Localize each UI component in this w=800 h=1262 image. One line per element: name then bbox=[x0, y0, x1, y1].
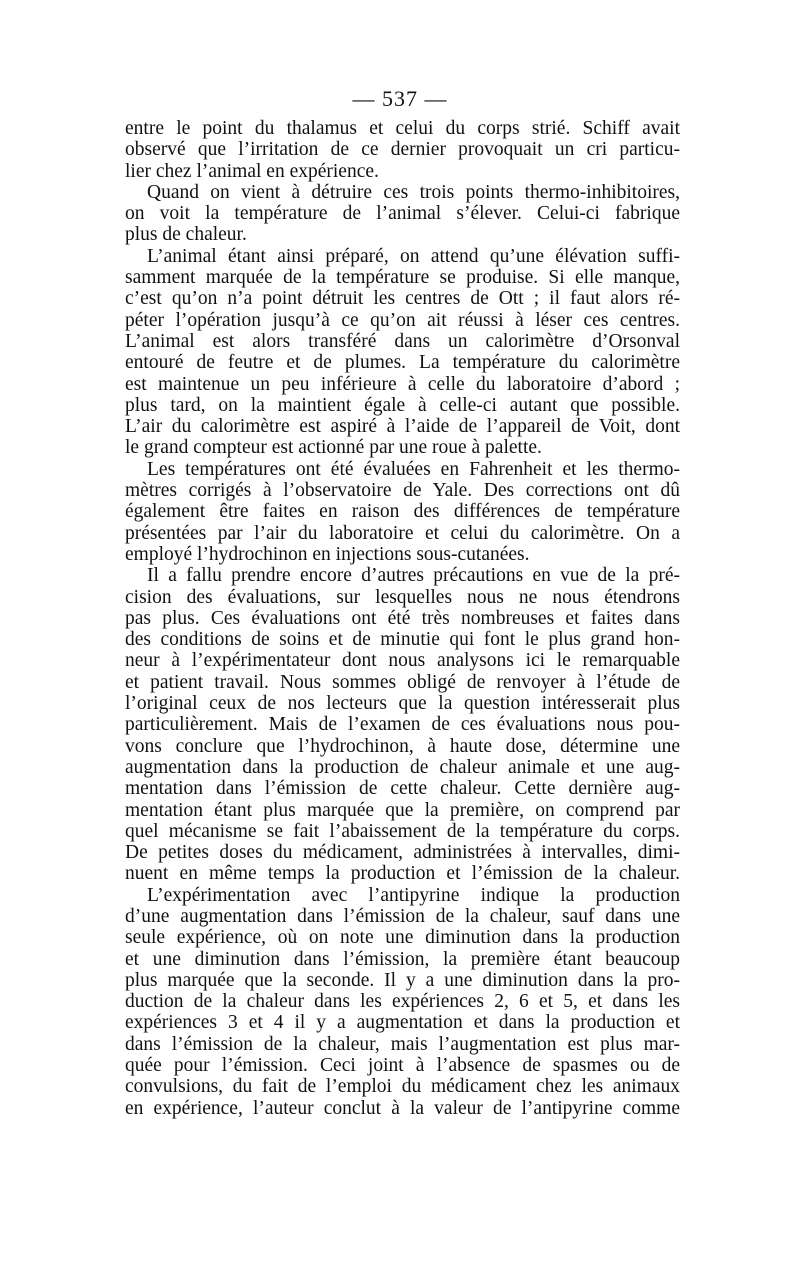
text-line: Les températures ont été évaluées en Fahrenheit et les thermo- bbox=[147, 458, 680, 480]
text-line: entre le point du thalamus et celui du corps strié. Schiff avait bbox=[125, 118, 680, 139]
text-line: d’une augmentation dans l’émission de la chaleur, sauf dans une bbox=[125, 905, 680, 927]
text-line: dans l’émission de la chaleur, mais l’augmentation est plus mar- bbox=[125, 1033, 680, 1055]
text-line: et une diminution dans l’émission, la première étant beaucoup bbox=[125, 948, 680, 970]
text-line: L’animal étant ainsi préparé, on attend qu’une élévation suffi- bbox=[147, 245, 680, 267]
text-line: Il a fallu prendre encore d’autres précautions en vue de la pré- bbox=[147, 565, 680, 587]
text-line: convulsions, du fait de l’emploi du médicament chez les animaux bbox=[125, 1076, 680, 1098]
text-line: mètres corrigés à l’observatoire de Yale. Des corrections ont dû bbox=[125, 480, 680, 502]
text-line: duction de la chaleur dans les expériences 2, 6 et 5, et dans les bbox=[125, 991, 680, 1013]
text-line: samment marquée de la température se produise. Si elle manque, bbox=[125, 267, 680, 289]
page-number: — 537 — bbox=[352, 86, 448, 111]
text-line: plus marquée que la seconde. Il y a une diminution dans la pro- bbox=[125, 969, 680, 991]
text-line: L’air du calorimètre est aspiré à l’aide de l’appareil de Voit, dont bbox=[125, 416, 680, 438]
text-line: également être faites en raison des différences de température bbox=[125, 501, 680, 523]
text-line: quel mécanisme se fait l’abaissement de la température du corps. bbox=[125, 820, 680, 842]
text-line: lier chez l’animal en expérience. bbox=[125, 160, 379, 182]
text-line: De petites doses du médicament, administrées à intervalles, dimi- bbox=[125, 842, 680, 864]
text-line: cision des évaluations, sur lesquelles nous ne nous étendrons bbox=[125, 586, 680, 608]
text-line: le grand compteur est actionné par une roue à palette. bbox=[125, 437, 542, 459]
text-line: expériences 3 et 4 il y a augmentation et dans la production et bbox=[125, 1012, 680, 1034]
text-line: L’animal est alors transféré dans un calorimètre d’Orsonval bbox=[125, 330, 680, 352]
text-line: est maintenue un peu inférieure à celle du laboratoire d’abord ; bbox=[125, 373, 680, 395]
text-line: mentation étant plus marquée que la première, on comprend par bbox=[125, 799, 680, 821]
text-line: on voit la température de l’animal s’élever. Celui-ci fabrique bbox=[125, 203, 680, 225]
text-line: et patient travail. Nous sommes obligé de renvoyer à l’étude de bbox=[125, 671, 680, 693]
text-line: particulièrement. Mais de l’examen de ces évaluations nous pou- bbox=[125, 714, 680, 736]
text-line: des conditions de soins et de minutie qui font le plus grand hon- bbox=[125, 629, 680, 651]
text-line: plus de chaleur. bbox=[125, 224, 247, 246]
text-line: Quand on vient à détruire ces trois points thermo-inhibitoires, bbox=[147, 181, 680, 203]
text-line: pas plus. Ces évaluations ont été très nombreuses et faites dans bbox=[125, 607, 680, 629]
text-line: entouré de feutre et de plumes. La température du calorimètre bbox=[125, 352, 680, 374]
text-line: seule expérience, où on note une diminution dans la production bbox=[125, 927, 680, 949]
text-line: nuent en même temps la production et l’émission de la chaleur. bbox=[125, 863, 680, 885]
text-line: l’original ceux de nos lecteurs que la question intéresserait plus bbox=[125, 693, 680, 715]
text-line: observé que l’irritation de ce dernier provoquait un cri particu- bbox=[125, 139, 680, 161]
text-line: augmentation dans la production de chaleur animale et une aug- bbox=[125, 756, 680, 778]
text-line: mentation dans l’émission de cette chaleur. Cette dernière aug- bbox=[125, 778, 680, 800]
text-line: en expérience, l’auteur conclut à la valeur de l’antipyrine comme bbox=[125, 1097, 680, 1119]
text-line: quée pour l’émission. Ceci joint à l’absence de spasmes ou de bbox=[125, 1055, 680, 1077]
text-line: neur à l’expérimentateur dont nous analysons ici le remarquable bbox=[125, 650, 680, 672]
text-line: péter l’opération jusqu’à ce qu’on ait réussi à léser ces centres. bbox=[125, 309, 680, 331]
text-line: L’expérimentation avec l’antipyrine indique la production bbox=[147, 884, 680, 906]
body-text bbox=[125, 118, 680, 1119]
text-line: c’est qu’on n’a point détruit les centres de Ott ; il faut alors ré- bbox=[125, 288, 680, 310]
text-line: employé l’hydrochinon en injections sous-cutanées. bbox=[125, 543, 530, 565]
text-line: plus tard, on la maintient égale à celle-ci autant que possible. bbox=[125, 394, 680, 416]
text-line: présentées par l’air du laboratoire et celui du calorimètre. On a bbox=[125, 522, 680, 544]
text-line: vons conclure que l’hydrochinon, à haute dose, détermine une bbox=[125, 735, 680, 757]
